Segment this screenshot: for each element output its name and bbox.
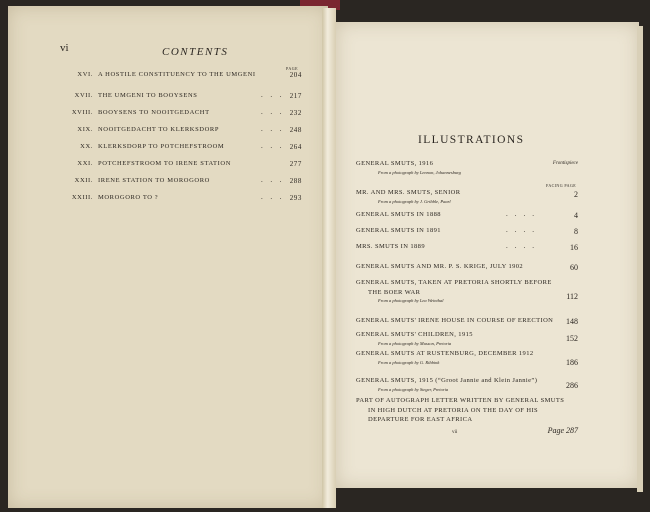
illustration-entry — [356, 278, 578, 304]
dot-leader: . . . — [261, 193, 283, 201]
illustration-caption: MRS. SMUTS IN 1889 — [356, 243, 425, 250]
illustration-page: 16 — [570, 243, 578, 252]
chapter-page: 277 — [289, 160, 302, 168]
chapter-title: MOROGORO TO ? — [98, 194, 159, 201]
contents-entry — [56, 160, 302, 172]
dot-leader: . . . — [261, 108, 283, 116]
chapter-title: THE UMGENI TO BOOYSENS — [98, 92, 198, 99]
illustration-entry — [356, 262, 578, 272]
illustration-caption: GENERAL SMUTS IN 1891 — [356, 227, 441, 234]
illustration-entry — [356, 330, 578, 347]
dot-leader: . . . — [261, 125, 283, 133]
illustration-caption-cont: DEPARTURE FOR EAST AFRICA — [368, 416, 473, 423]
dot-leader: . . . — [261, 142, 283, 150]
illustration-page: 60 — [570, 263, 578, 272]
contents-heading: CONTENTS — [162, 46, 229, 58]
illustration-caption: GENERAL SMUTS AT RUSTENBURG, DECEMBER 1912 — [356, 350, 534, 357]
illustration-entry — [356, 226, 578, 236]
photo-credit: From a photograph by J. Gribble, Paarl — [378, 198, 451, 204]
illustration-caption: MR. AND MRS. SMUTS, SENIOR — [356, 189, 461, 196]
chapter-page: 264 — [289, 143, 302, 151]
chapter-page: 217 — [289, 92, 302, 100]
chapter-title: BOOYSENS TO NOOITGEDACHT — [98, 109, 210, 116]
illustration-caption: GENERAL SMUTS, 1915 (“Groot Jannie and Klein Jannie”) — [356, 377, 538, 384]
illustrations-heading: ILLUSTRATIONS — [418, 134, 525, 146]
illustration-entry — [356, 349, 578, 366]
chapter-title: A HOSTILE CONSTITUENCY TO THE UMGENI — [98, 71, 256, 78]
contents-entry — [56, 109, 302, 121]
photo-credit: From a photograph by G. Ribbink — [378, 359, 440, 365]
photo-credit: From a photograph by Steger, Pretoria — [378, 386, 449, 392]
contents-entry — [56, 92, 302, 104]
page-edge — [637, 26, 643, 492]
illustration-page: 4 — [574, 211, 578, 220]
illustration-page: 186 — [566, 358, 578, 367]
photo-credit: From a photograph by Lea Weinthal — [378, 298, 444, 303]
chapter-number: XVII. — [74, 92, 93, 99]
illustration-caption: GENERAL SMUTS IN 1888 — [356, 211, 441, 218]
page-footer-number: vii — [452, 430, 458, 435]
chapter-number: XXI. — [77, 160, 93, 167]
illustration-page: 2 — [574, 190, 578, 199]
frontispiece-label: Frontispiece — [552, 161, 578, 166]
illustration-caption-cont: THE BOER WAR — [368, 288, 421, 296]
dot-leader: . . . . — [506, 210, 534, 218]
illustration-caption: GENERAL SMUTS, TAKEN AT PRETORIA SHORTLY BEFORE — [356, 279, 552, 286]
illustration-entry — [356, 210, 578, 220]
illustration-entry — [356, 242, 578, 252]
illustration-page: 152 — [566, 334, 578, 343]
chapter-page: 232 — [289, 109, 302, 117]
illustration-page: 8 — [574, 227, 578, 236]
illustration-caption: GENERAL SMUTS, 1916 — [356, 160, 434, 167]
illustration-page: 112 — [566, 292, 578, 301]
photo-credit: From a photograph by Musson, Pretoria — [378, 340, 452, 346]
contents-entry — [56, 194, 302, 206]
dot-leader: . . . . — [506, 226, 534, 234]
chapter-page: 293 — [289, 194, 302, 202]
chapter-page: 204 — [289, 71, 302, 79]
chapter-number: XXIII. — [71, 194, 93, 201]
chapter-title: POTCHEFSTROOM TO IRENE STATION — [98, 160, 231, 167]
dot-leader: . . . . — [506, 242, 534, 250]
chapter-number: XX. — [80, 143, 93, 150]
contents-entry — [56, 71, 302, 83]
illustration-caption: GENERAL SMUTS AND MR. P. S. KRIGE, JULY 1902 — [356, 263, 524, 270]
illustration-entry — [356, 316, 578, 326]
facing-page-header: FACING PAGE — [546, 183, 577, 188]
illustration-entry — [356, 376, 578, 393]
chapter-page: 288 — [289, 177, 302, 185]
dot-leader: . . . — [261, 176, 283, 184]
illustration-caption: PART OF AUTOGRAPH LETTER WRITTEN BY GENERAL SMUTS — [356, 397, 565, 404]
illustration-caption-cont: IN HIGH DUTCH AT PRETORIA ON THE DAY OF HIS — [368, 406, 539, 414]
contents-entry — [56, 126, 302, 138]
contents-entry — [56, 143, 302, 155]
chapter-number: XVI. — [77, 71, 93, 78]
chapter-number: XIX. — [77, 126, 93, 133]
photo-credit: From a photograph by Lennon, Johannesburg — [378, 169, 461, 175]
illustration-page: 286 — [566, 381, 578, 390]
chapter-number: XVIII. — [71, 109, 93, 116]
chapter-title: KLERKSDORP TO POTCHEFSTROOM — [98, 143, 225, 150]
book-gutter — [322, 8, 336, 508]
chapter-title: NOOITGEDACHT TO KLERKSDORP — [98, 126, 220, 133]
chapter-number: XXII. — [74, 177, 93, 184]
illustration-page: 148 — [566, 317, 578, 326]
illustration-entry — [356, 188, 578, 205]
chapter-title: IRENE STATION TO MOROGORO — [98, 177, 210, 184]
illustration-page: Page 287 — [547, 426, 578, 435]
contents-entry — [56, 177, 302, 189]
illustration-entry — [356, 159, 578, 176]
page-number: vi — [60, 42, 69, 54]
illustration-caption: GENERAL SMUTS' CHILDREN, 1915 — [356, 331, 473, 338]
illustration-caption: GENERAL SMUTS' IRENE HOUSE IN COURSE OF ERECTION — [356, 317, 554, 324]
dot-leader: . . . — [261, 91, 283, 99]
page-column-header: PAGE — [286, 66, 299, 71]
chapter-page: 248 — [289, 126, 302, 134]
